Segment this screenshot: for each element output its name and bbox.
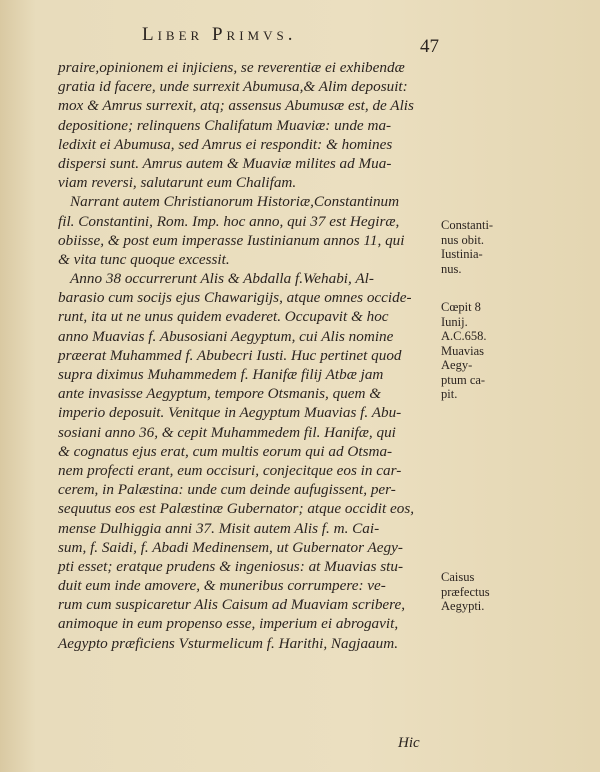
- text-line: mox & Amrus surrexit, atq; assensus Abumusæ est, de Alis: [58, 97, 414, 115]
- text-line: ledixit ei Abumusa, sed Amrus ei respondit: & homines: [58, 135, 393, 153]
- margin-note-line: nus obit.: [441, 232, 485, 247]
- text-line: sequutus eos est Palæstinæ Gubernator; atque occidit eos,: [58, 500, 415, 518]
- text-line: animoque in eum propenso esse, imperium ei abrogavit,: [58, 615, 399, 633]
- margin-note-line: Aegypti.: [441, 599, 485, 613]
- margin-note-muavias: [441, 300, 521, 402]
- margin-note-line: ptum ca-: [441, 372, 486, 387]
- text-line: supra diximus Muhammedem f. Hanifæ filij Atbæ jam: [58, 366, 384, 383]
- page-number: 47: [420, 36, 439, 57]
- text-line: Anno 38 occurrerunt Alis & Abdalla f.Wehabi, Al-: [70, 270, 374, 288]
- main-text-block: [58, 58, 440, 653]
- margin-note-line: præfectus: [441, 584, 490, 599]
- margin-note-line: A.C.658.: [441, 329, 487, 343]
- catchword: Hic: [398, 735, 420, 751]
- text-line: runt, ita ut ne unus quidem evaderet. Occupavit & hoc: [58, 308, 389, 326]
- text-line: imperio deposuit. Venitque in Aegyptum Muavias f. Abu-: [58, 404, 402, 422]
- margin-note-line: Constanti-: [441, 218, 494, 232]
- text-line: nem profecti erant, eum occisuri, conjecitque eos in car-: [58, 461, 402, 479]
- text-line: barasio cum socijs ejus Chawarigijs, atque omnes occide-: [58, 289, 412, 307]
- text-line: depositione; relinquens Chalifatum Muaviæ: unde ma-: [58, 116, 392, 134]
- margin-note-constantinus: [441, 218, 521, 276]
- margin-note-line: pit.: [441, 387, 458, 401]
- text-line: & vita tunc quoque excessit.: [58, 250, 230, 268]
- margin-note-line: Aegy-: [441, 358, 473, 372]
- margin-note-line: Caisus: [441, 570, 475, 584]
- text-line: ante invasisse Aegyptum, tempore Otsmanis, quem &: [58, 385, 382, 403]
- text-line: præerat Muhammed f. Abubecri Iusti. Huc pertinet quod: [58, 346, 402, 364]
- text-line: dispersi sunt. Amrus autem & Muaviæ milites ad Mua-: [58, 154, 392, 172]
- text-line: gratia id facere, unde surrexit Abumusa,& Alim deposuit:: [58, 78, 408, 96]
- text-line: Aegypto præficiens Vsturmelicum f. Harithi, Nagjaaum.: [58, 634, 399, 652]
- margin-note-line: Iunij.: [441, 314, 468, 329]
- text-line: praire,opinionem ei injiciens, se reverentiæ ei exhibendæ: [58, 59, 405, 76]
- margin-note-line: Cœpit 8: [441, 300, 481, 314]
- margin-note-caisus: [441, 570, 521, 614]
- text-line: sosiani anno 36, & cepit Muhammedem fil. Hanifæ, qui: [58, 423, 396, 441]
- text-line: duit eum inde amovere, & muneribus corrumpere: ve-: [58, 577, 386, 595]
- text-line: fil. Constantini, Rom. Imp. hoc anno, qui 37 est Hegiræ,: [58, 212, 400, 230]
- text-line: pti esset; eratque prudens & ingeniosus: at Muavias stu-: [58, 557, 404, 575]
- text-line: viam reversi, salutarunt eum Chalifam.: [58, 174, 297, 192]
- running-title: Liber Primvs.: [142, 24, 297, 45]
- text-line: & cognatus ejus erat, cum multis eorum qui ad Otsma-: [58, 442, 393, 460]
- text-line: sum, f. Saidi, f. Abadi Medinensem, ut Gubernator Aegy-: [58, 538, 403, 556]
- text-line: rum cum suspicaretur Alis Caisum ad Muaviam scribere,: [58, 596, 406, 614]
- text-line: cerem, in Palæstina: unde cum deinde aufugissent, per-: [58, 481, 396, 499]
- margin-note-line: nus.: [441, 261, 462, 276]
- text-line: obiisse, & post eum imperasse Iustinianum annos 11, qui: [58, 231, 405, 249]
- margin-note-line: Iustinia-: [441, 247, 483, 261]
- text-line: Narrant autem Christianorum Historiæ,Constantinum: [70, 193, 400, 211]
- text-line: mense Dulhiggia anni 37. Misit autem Alis f. m. Cai-: [58, 519, 380, 537]
- text-line: anno Muavias f. Abusosiani Aegyptum, cui Alis nomine: [58, 327, 394, 345]
- margin-note-line: Muavias: [441, 343, 485, 358]
